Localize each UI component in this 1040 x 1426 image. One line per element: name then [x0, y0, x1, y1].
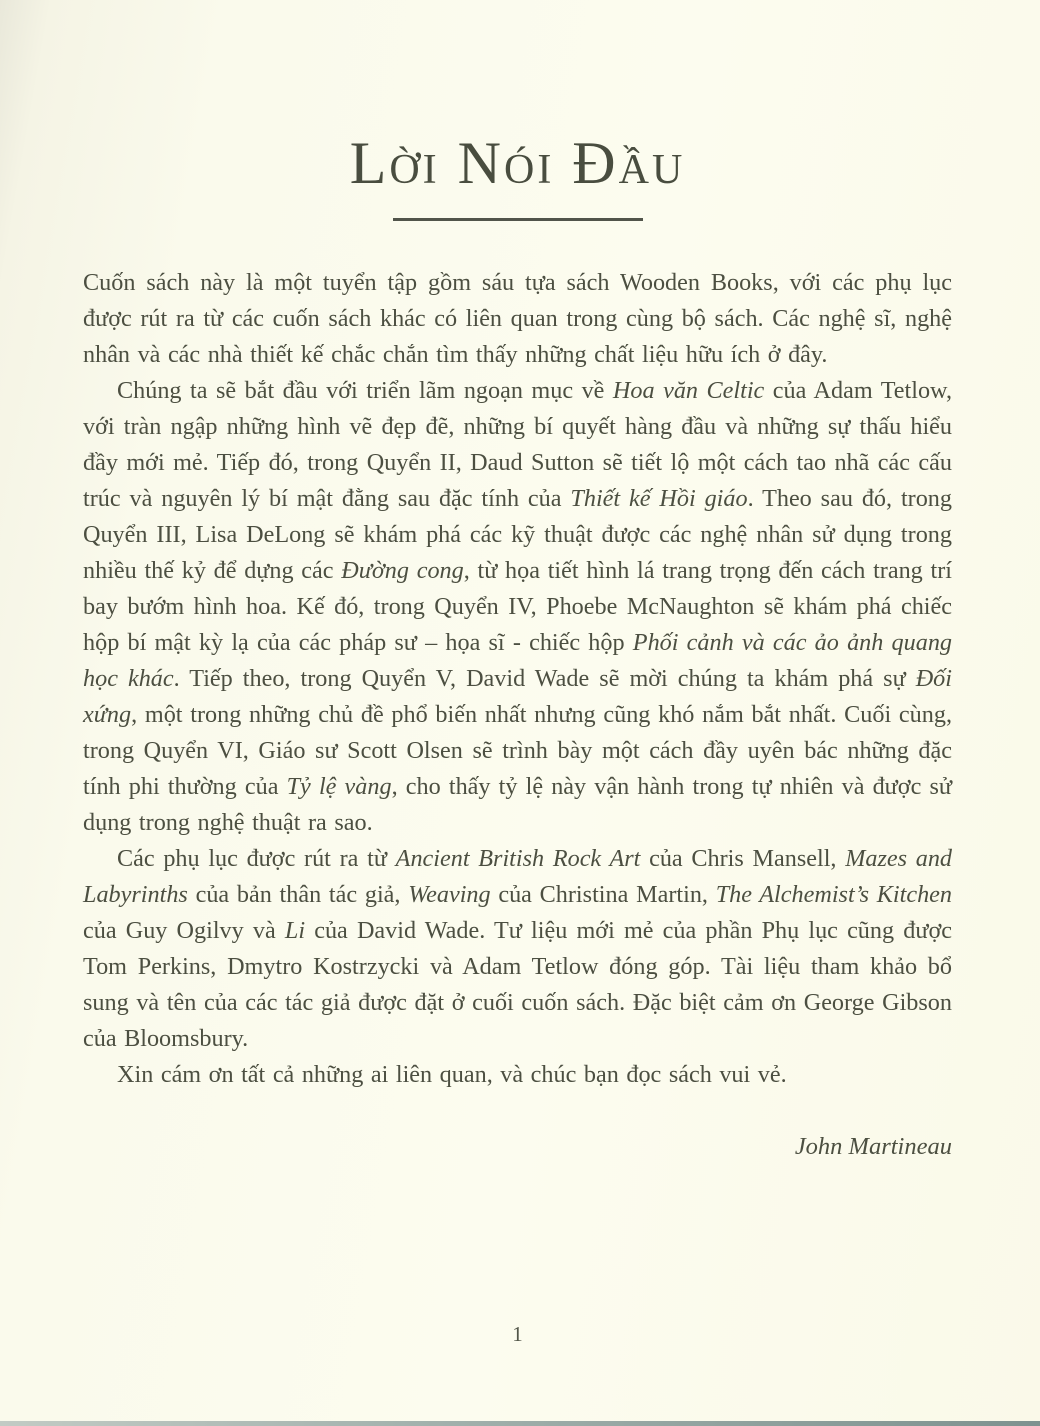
italic-text-segment: Đối xứng	[83, 665, 952, 728]
text-segment: , một trong những chủ đề phổ biến nhất nhưng cũng khó nắm bắt nhất. Cuối cùng, trong Quyển VI, Giáo sư Scott Olsen sẽ trình bày một cách đầy uyên bác những đặc tính phi thường của	[83, 701, 952, 800]
italic-text-segment: Phối cảnh và các ảo ảnh quang học khác	[83, 629, 953, 692]
text-segment: , cho thấy tỷ lệ này vận hành trong tự nhiên và được sử dụng trong nghệ thuật ra sao.	[83, 773, 952, 836]
text-segment: của bản thân tác giả,	[187, 881, 409, 908]
text-segment: Chúng ta sẽ bắt đầu với triển lãm ngoạn mục về	[117, 377, 613, 404]
text-segment: Cuốn sách này là một tuyển tập gồm sáu tựa sách Wooden Books, với các phụ lục được rút ra từ các cuốn sách khác có liên quan trong cùng bộ sách. Các nghệ sĩ, nghệ nhân và các nhà thiết kế chắc chắn tìm thấy những chất liệu hữu ích ở đây.	[83, 269, 952, 368]
paragraph	[83, 841, 952, 1057]
text-segment: . Tiếp theo, trong Quyển V, David Wade sẽ mời chúng ta khám phá sự	[173, 665, 916, 692]
italic-text-segment: Ancient British Rock Art	[395, 845, 641, 872]
text-segment: của Guy Ogilvy và	[83, 917, 285, 944]
text-segment: của Chris Mansell,	[640, 845, 846, 872]
paragraph	[83, 373, 952, 841]
text-segment: của Christina Martin,	[490, 881, 716, 908]
page-number: 1	[512, 1322, 523, 1346]
text-segment: Xin cám ơn tất cả những ai liên quan, và chúc bạn đọc sách vui vẻ.	[117, 1061, 787, 1088]
italic-text-segment: Li	[284, 917, 306, 944]
page-title: Lời Nói Đầu	[349, 130, 686, 196]
italic-text-segment: Thiết kế Hồi giáo	[570, 485, 748, 512]
italic-text-segment: The Alchemist’s Kitchen	[715, 881, 952, 908]
author-signature: John Martineau	[794, 1133, 952, 1160]
text-segment: của David Wade. Tư liệu mới mẻ của phần Phụ lục cũng được Tom Perkins, Dmytro Kostrzycki và Adam Tetlow đóng góp. Tài liệu tham khảo bổ sung và tên của các tác giả được đặt ở cuối cuốn sách. Đặc biệt cảm ơn George Gibson của Bloomsbury.	[83, 917, 952, 1052]
scan-edge	[0, 1421, 1040, 1426]
body-text	[83, 265, 952, 1093]
italic-text-segment: Đường cong	[341, 557, 464, 584]
text-segment: của Adam Tetlow, với tràn ngập những hình vẽ đẹp đẽ, những bí quyết hàng đầu và những sự thấu hiểu đầy mới mẻ. Tiếp đó, trong Quyển II, Daud Sutton sẽ tiết lộ một cách tao nhã các cấu trúc và nguyên lý bí mật đằng sau đặc tính của	[83, 377, 952, 512]
title-divider-rule	[393, 218, 643, 221]
italic-text-segment: Tỷ lệ vàng	[286, 773, 392, 800]
italic-text-segment: Mazes and Labyrinths	[83, 845, 953, 908]
page-content	[83, 0, 952, 1161]
paragraph	[83, 265, 952, 373]
italic-text-segment: Weaving	[408, 881, 491, 908]
text-segment: . Theo sau đó, trong Quyển III, Lisa DeLong sẽ khám phá các kỹ thuật được các nghệ nhân sử dụng trong nhiều thế kỷ để dựng các	[83, 485, 952, 584]
text-segment: Các phụ lục được rút ra từ	[117, 845, 396, 872]
paragraph	[83, 1057, 952, 1093]
italic-text-segment: Hoa văn Celtic	[612, 377, 765, 404]
text-segment: , từ họa tiết hình lá trang trọng đến cách trang trí bay bướm hình hoa. Kế đó, trong Quyển IV, Phoebe McNaughton sẽ khám phá chiếc hộp bí mật kỳ lạ của các pháp sư – họa sĩ - chiếc hộp	[83, 557, 952, 656]
